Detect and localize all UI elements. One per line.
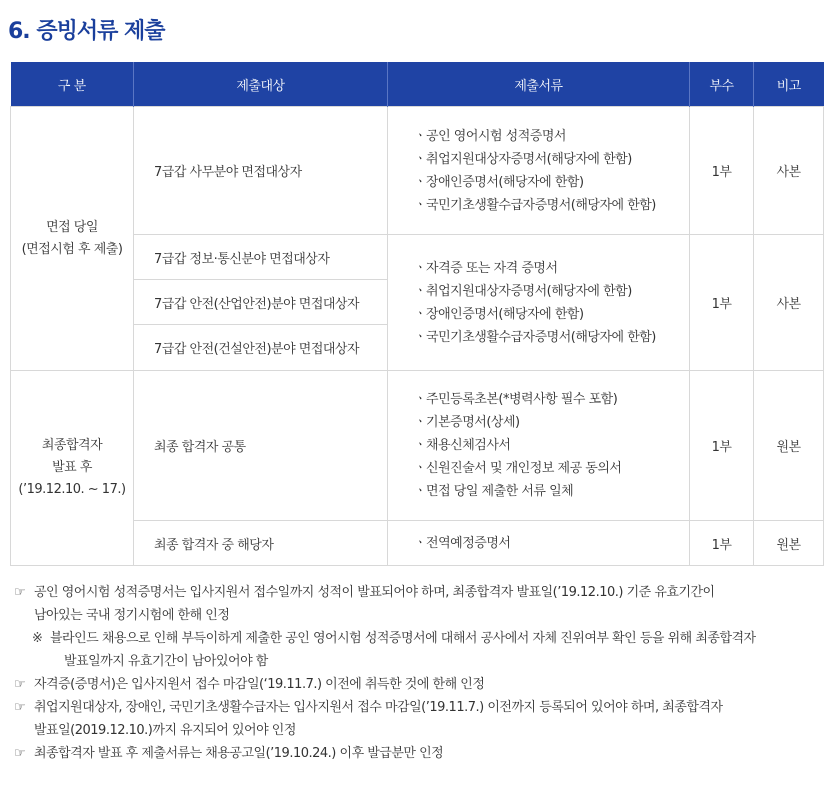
reference-mark-icon: ※ [32, 631, 43, 646]
target-cell: 7급갑 안전(산업안전)분야 면접대상자 [134, 280, 388, 325]
documents-cell [388, 371, 690, 521]
documents-cell [388, 235, 690, 371]
note-item: ☞ 자격증(증명서)은 입사지원서 접수 마감일(‘19.11.7.) 이전에 취득한 것에 한해 인정 [14, 673, 824, 696]
note-item-sub: ※ 블라인드 채용으로 인해 부득이하게 제출한 공인 영어시험 성적증명서에 대해서 공사에서 자체 진위여부 확인 등을 위해 최종합격자 발표일까지 유효기간이 남아있어야 함 [14, 627, 824, 673]
document-submission-table [10, 62, 824, 566]
category-cell-final: 최종합격자 발표 후 (’19.12.10. ~ 17.) [11, 371, 134, 566]
target-cell: 최종 합격자 공통 [134, 371, 388, 521]
note-item: ☞ 최종합격자 발표 후 제출서류는 채용공고일(’19.10.24.) 이후 발급분만 인정 [14, 742, 824, 765]
hand-pointer-icon: ☞ [14, 746, 26, 761]
header-note: 비고 [754, 62, 824, 107]
table-row [11, 107, 824, 235]
hand-pointer-icon: ☞ [14, 585, 26, 600]
document-item: ㆍ전역예정증명서 [414, 535, 511, 551]
copies-cell: 1부 [690, 235, 754, 371]
document-item: ㆍ장애인증명서(해당자에 한함) [414, 174, 584, 190]
document-item: ㆍ주민등록초본(*병력사항 필수 포함) [414, 392, 618, 407]
note-cell: 원본 [754, 371, 824, 521]
category-cell-interview: 면접 당일 (면접시험 후 제출) [11, 107, 134, 371]
target-cell: 7급갑 안전(건설안전)분야 면접대상자 [134, 325, 388, 371]
document-item: ㆍ신원진술서 및 개인정보 제공 동의서 [414, 461, 622, 476]
copies-cell: 1부 [690, 107, 754, 235]
section-title: 6. 증빙서류 제출 [8, 19, 165, 44]
document-item: ㆍ취업지원대상자증명서(해당자에 한함) [414, 283, 632, 299]
target-cell: 7급갑 정보·통신분야 면접대상자 [134, 235, 388, 280]
notes-section [14, 581, 824, 765]
document-item: ㆍ국민기초생활수급자증명서(해당자에 한함) [414, 197, 656, 213]
target-cell: 최종 합격자 중 해당자 [134, 521, 388, 566]
hand-pointer-icon: ☞ [14, 700, 26, 715]
table-header-row [11, 62, 824, 107]
copies-cell: 1부 [690, 371, 754, 521]
documents-cell [388, 107, 690, 235]
note-cell: 사본 [754, 107, 824, 235]
header-documents: 제출서류 [388, 62, 690, 107]
target-cell: 7급갑 사무분야 면접대상자 [134, 107, 388, 235]
document-item: ㆍ기본증명서(상세) [414, 415, 520, 430]
note-cell: 사본 [754, 235, 824, 371]
document-item: ㆍ채용신체검사서 [414, 438, 511, 453]
note-cell: 원본 [754, 521, 824, 566]
copies-cell: 1부 [690, 521, 754, 566]
document-item: ㆍ공인 영어시험 성적증명서 [414, 128, 566, 144]
documents-cell [388, 521, 690, 566]
table-row [11, 371, 824, 521]
header-copies: 부수 [690, 62, 754, 107]
note-item: ☞ 취업지원대상자, 장애인, 국민기초생활수급자는 입사지원서 접수 마감일(’19.11.7.) 이전까지 등록되어 있어야 하며, 최종합격자 발표일(2019.12.10.)까지 유지되어 있어야 인정 [14, 696, 824, 742]
document-item: ㆍ국민기초생활수급자증명서(해당자에 한함) [414, 329, 656, 345]
document-item: ㆍ장애인증명서(해당자에 한함) [414, 306, 584, 322]
document-item: ㆍ면접 당일 제출한 서류 일체 [414, 484, 574, 499]
document-item: ㆍ취업지원대상자증명서(해당자에 한함) [414, 151, 632, 167]
note-item: ☞ 공인 영어시험 성적증명서는 입사지원서 접수일까지 성적이 발표되어야 하며, 최종합격자 발표일(’19.12.10.) 기준 유효기간이 남아있는 국내 정기시험에 한해 인정 [14, 581, 824, 627]
hand-pointer-icon: ☞ [14, 677, 26, 692]
header-category: 구 분 [11, 62, 134, 107]
header-target: 제출대상 [134, 62, 388, 107]
document-item: ㆍ자격증 또는 자격 증명서 [414, 260, 558, 276]
